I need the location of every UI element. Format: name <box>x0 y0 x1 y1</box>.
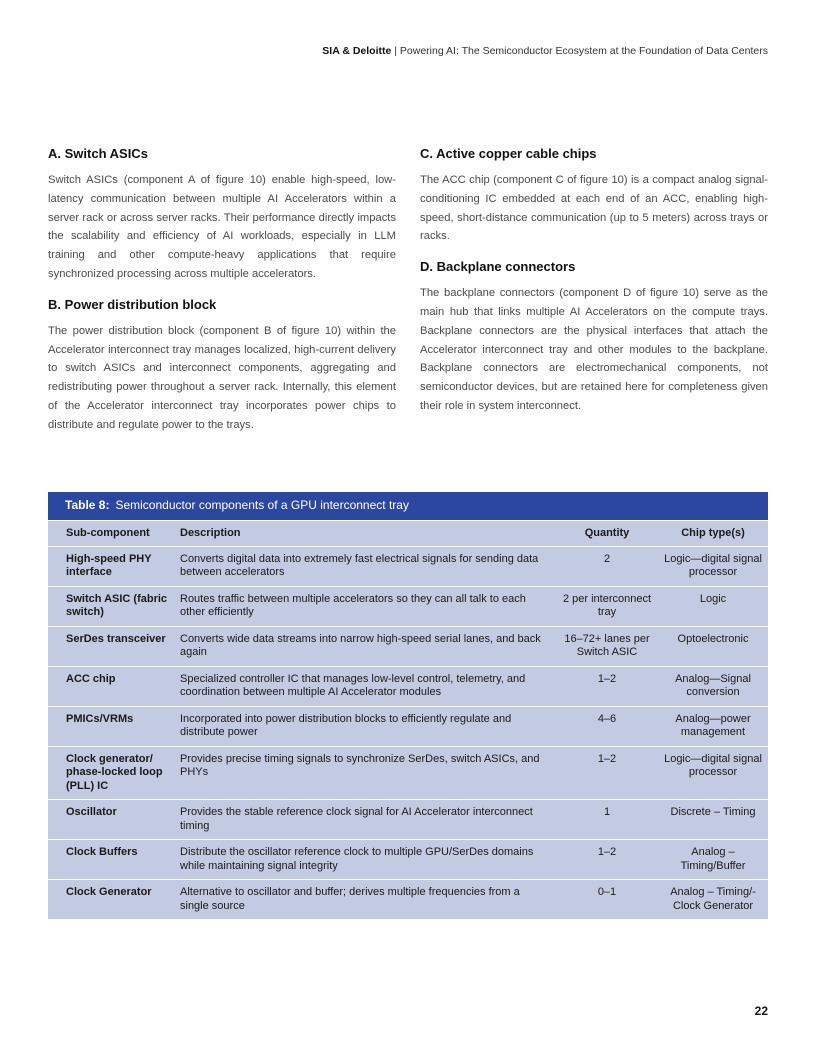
cell-chip-type: Logic—digital signal processor <box>658 746 768 800</box>
section-c-heading: C. Active copper cable chips <box>420 146 597 161</box>
header-separator: | <box>391 45 400 57</box>
table-row <box>48 800 768 840</box>
cell-description: Alternative to oscillator and buffer; derives multiple frequencies from a single source <box>174 880 556 920</box>
table-label: Table 8: <box>65 498 110 512</box>
cell-description: Converts digital data into extremely fast electrical signals for sending data between accelerators <box>174 546 556 586</box>
cell-quantity: 1–2 <box>556 666 658 706</box>
running-header <box>322 45 768 57</box>
section-b-heading: B. Power distribution block <box>48 296 217 312</box>
column-header-description: Description <box>174 521 556 547</box>
cell-sub-component: Clock generator/ phase-locked loop (PLL) IC <box>48 746 174 800</box>
cell-description: Incorporated into power distribution blocks to efficiently regulate and distribute power <box>174 706 556 746</box>
header-title: Powering AI: The Semiconductor Ecosystem at the Foundation of Data Centers <box>399 45 768 57</box>
section-b-body: The power distribution block (component B of figure 10) within the Accelerator interconnect tray manages localized, high-current delivery to switch ASICs and interconnect components, aggregating and redistributing power throughout a server rack. Internally, this element of the Accelerator interconnect tray incorporates power chips to distribute and regulate power to the trays. <box>48 324 396 431</box>
cell-chip-type: Logic <box>658 586 768 626</box>
table-row <box>48 880 768 920</box>
cell-sub-component: Clock Buffers <box>48 840 174 880</box>
section-a-body: Switch ASICs (component A of figure 10) enable high-speed, low-latency communication between multiple AI Accelerators within a server rack or across server racks. Their performance directly impacts the scalability and efficiency of AI workloads, especially in LLM training and other compute-heavy applications that require synchronized processing across multiple accelerators. <box>48 174 396 280</box>
column-header-sub-component: Sub-component <box>48 521 174 547</box>
left-column <box>48 146 396 448</box>
cell-chip-type: Optoelectronic <box>658 626 768 666</box>
table-grid <box>48 520 768 919</box>
cell-description: Routes traffic between multiple accelerators so they can all talk to each other efficiently <box>174 586 556 626</box>
cell-chip-type: Analog—Signal conversion <box>658 666 768 706</box>
cell-chip-type: Analog – Timing/Buffer <box>658 840 768 880</box>
section-a-heading: A. Switch ASICs <box>48 146 148 161</box>
cell-description: Provides the stable reference clock signal for AI Accelerator interconnect timing <box>174 800 556 840</box>
cell-quantity: 2 per interconnect tray <box>556 586 658 626</box>
cell-chip-type: Analog – Timing/- Clock Generator <box>658 880 768 920</box>
section-c-body: The ACC chip (component C of figure 10) is a compact analog signal-conditioning IC embedded at each end of an ACC, enabling high-speed, short-distance communication (up to 5 meters) across trays or racks. <box>420 174 768 243</box>
cell-description: Distribute the oscillator reference clock to multiple GPU/SerDes domains while maintaining signal integrity <box>174 840 556 880</box>
cell-sub-component: Oscillator <box>48 800 174 840</box>
table-row <box>48 706 768 746</box>
section-d-body: The backplane connectors (component D of figure 10) serve as the main hub that links multiple AI Accelerators on the compute trays. Backplane connectors are the physical interfaces that attach the Accelerator interconnect tray and other modules to the backplane. Backplane connectors are electromechanical components, not semiconductor devices, but are retained here for completeness given their role in system interconnect. <box>420 287 768 412</box>
cell-quantity: 1–2 <box>556 840 658 880</box>
right-column <box>420 146 768 429</box>
cell-quantity: 2 <box>556 546 658 586</box>
cell-description: Converts wide data streams into narrow high-speed serial lanes, and back again <box>174 626 556 666</box>
table-header-row <box>48 521 768 547</box>
column-header-chip-type: Chip type(s) <box>658 521 768 547</box>
cell-quantity: 1–2 <box>556 746 658 800</box>
cell-sub-component: SerDes transceiver <box>48 626 174 666</box>
cell-sub-component: Switch ASIC (fabric switch) <box>48 586 174 626</box>
table-row <box>48 666 768 706</box>
table-row <box>48 546 768 586</box>
table-title-bar <box>48 492 768 520</box>
page-number: 22 <box>754 1004 768 1018</box>
cell-description: Specialized controller IC that manages low-level control, telemetry, and coordination between multiple AI Accelerator modules <box>174 666 556 706</box>
cell-sub-component: Clock Generator <box>48 880 174 920</box>
table-row <box>48 626 768 666</box>
cell-sub-component: High-speed PHY interface <box>48 546 174 586</box>
cell-sub-component: PMICs/VRMs <box>48 706 174 746</box>
table-caption: Semiconductor components of a GPU interconnect tray <box>115 498 409 512</box>
cell-chip-type: Analog—power management <box>658 706 768 746</box>
table-row <box>48 586 768 626</box>
cell-quantity: 4–6 <box>556 706 658 746</box>
cell-chip-type: Logic—digital signal processor <box>658 546 768 586</box>
cell-sub-component: ACC chip <box>48 666 174 706</box>
column-header-quantity: Quantity <box>556 521 658 547</box>
cell-quantity: 16–72+ lanes per Switch ASIC <box>556 626 658 666</box>
section-d-heading: D. Backplane connectors <box>420 259 576 275</box>
table-row <box>48 840 768 880</box>
cell-description: Provides precise timing signals to synchronize SerDes, switch ASICs, and PHYs <box>174 746 556 800</box>
components-table <box>48 492 768 919</box>
cell-chip-type: Discrete – Timing <box>658 800 768 840</box>
header-org: SIA & Deloitte <box>322 45 392 57</box>
table-row <box>48 746 768 800</box>
cell-quantity: 1 <box>556 800 658 840</box>
cell-quantity: 0–1 <box>556 880 658 920</box>
